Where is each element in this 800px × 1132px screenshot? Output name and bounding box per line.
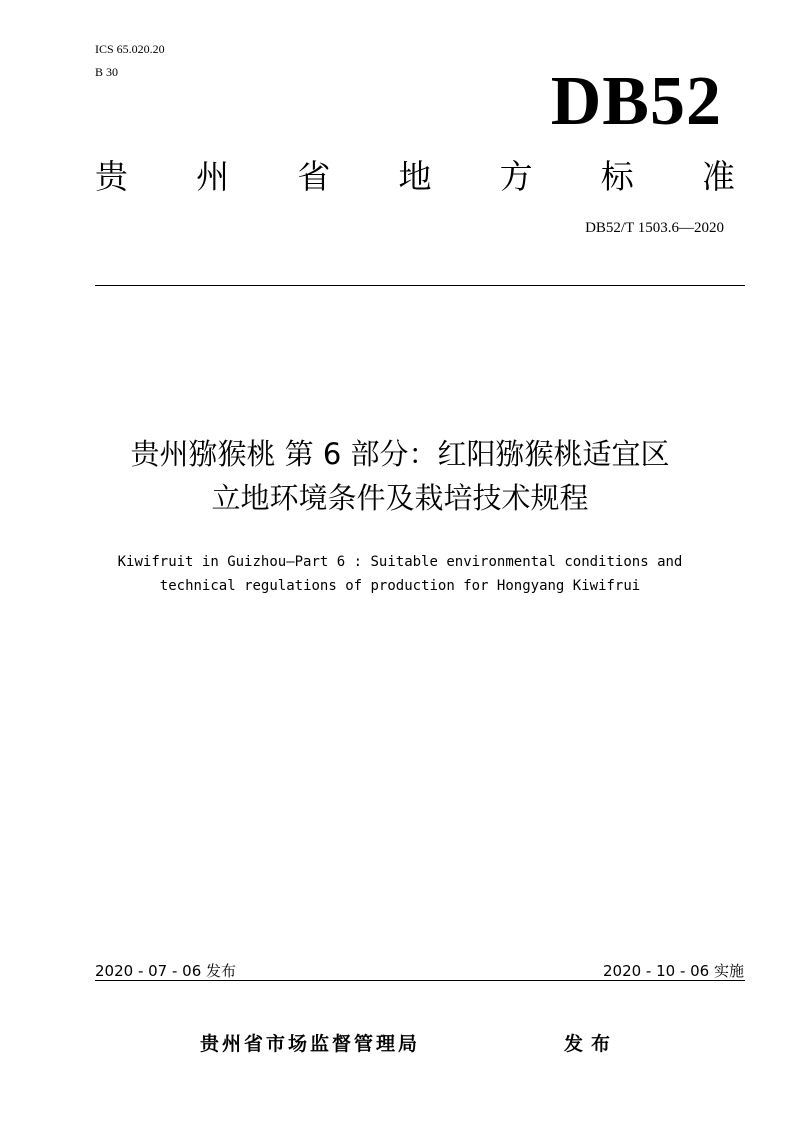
english-title-line-2: technical regulations of production for Hongyang Kiwifrui [159,578,641,594]
standard-code: DB52/T 1503.6—2020 [585,220,724,236]
english-title [0,550,800,598]
issuing-authority: 贵州省市场监督管理局 [200,1033,421,1055]
issue-label: 发布 [564,1033,619,1055]
chinese-title [0,432,800,520]
implement-date: 2020 - 10 - 06 实施 [602,962,744,980]
chinese-title-line-2: 立地环境条件及栽培技术规程 [211,481,589,515]
publish-date: 2020 - 07 - 06 发布 [95,962,237,980]
standard-title-char: 贵 [95,157,128,196]
standard-title-char: 地 [398,157,432,196]
footer-divider [95,980,745,981]
header-divider [95,285,745,286]
standard-title-char: 标 [600,157,634,196]
ccs-code: B 30 [95,65,119,79]
english-title-line-1: Kiwifruit in Guizhou—Part 6 : Suitable environmental conditions and [117,554,683,570]
ics-code: ICS 65.020.20 [95,42,165,56]
db-logo: DB52 [550,63,722,140]
standard-title-char: 方 [499,157,533,196]
standard-title-char: 省 [297,157,331,196]
standard-type-title [95,155,735,199]
standard-title-char: 准 [701,157,735,196]
standard-title-char: 州 [196,157,230,196]
chinese-title-line-1: 贵州猕猴桃 第 6 部分：红阳猕猴桃适宜区 [130,437,670,471]
